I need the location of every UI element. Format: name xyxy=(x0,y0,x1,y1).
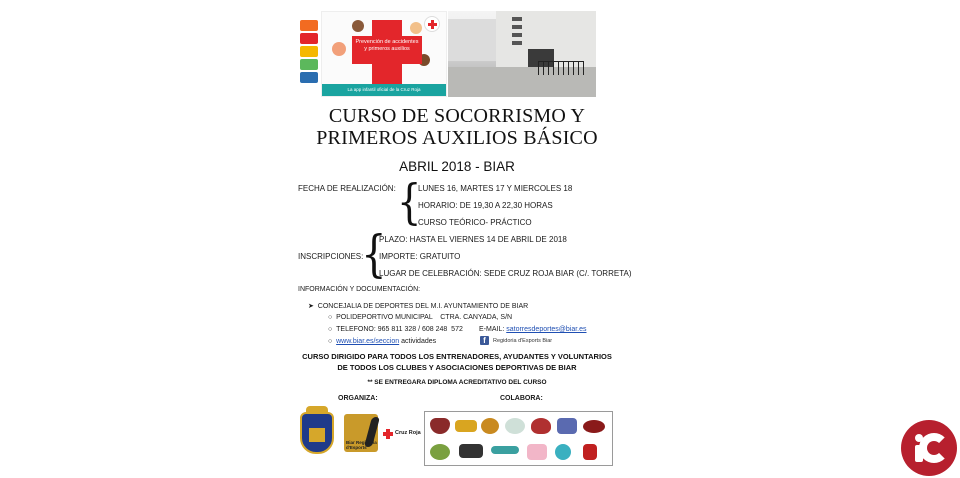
fecha-item: CURSO TEÓRICO- PRÁCTICO xyxy=(418,218,532,227)
fecha-item: HORARIO: DE 19,30 A 22,30 HORAS xyxy=(418,201,553,210)
brace-icon: { xyxy=(361,225,387,283)
notice-line1: CURSO DIRIGIDO PARA TODOS LOS ENTRENADORES, AYUDANTES Y VOLUNTARIOS xyxy=(302,352,612,361)
club-logo-icon xyxy=(527,444,547,460)
info-sub-bullet xyxy=(328,338,436,345)
organiza-label: ORGANIZA: xyxy=(338,395,378,402)
info-sub-bullet xyxy=(328,314,512,321)
diploma-notice: ** SE ENTREGARA DIPLOMA ACREDITATIVO DEL CURSO xyxy=(367,379,547,386)
site-logo-icon[interactable] xyxy=(901,420,957,476)
web-link[interactable]: www.biar.es/seccion xyxy=(336,338,400,345)
side-brand-strip xyxy=(300,20,320,94)
club-logo-icon xyxy=(430,418,450,434)
circle-bullet-icon: ○ xyxy=(328,338,337,345)
course-title-line2: PRIMEROS AUXILIOS BÁSICO xyxy=(316,127,598,149)
facebook-icon: f xyxy=(480,336,489,345)
web-suffix: actividades xyxy=(399,338,437,345)
facebook-label: Regidoria d'Esports Biar xyxy=(493,338,553,344)
ctb-logo-icon xyxy=(455,420,477,432)
fecha-item: LUNES 16, MARTES 17 Y MIERCOLES 18 xyxy=(418,184,573,193)
regidoria-esports-logo: Biar Regidoria d'Esports xyxy=(344,414,378,452)
course-date-location: ABRIL 2018 - BIAR xyxy=(399,159,515,174)
wasp-logo-icon xyxy=(481,418,499,434)
facebook-row[interactable] xyxy=(480,336,552,345)
red-cross-icon xyxy=(383,429,393,439)
email-row xyxy=(479,326,587,333)
biar-coat-of-arms-icon xyxy=(300,412,334,454)
club-logo-icon xyxy=(505,418,525,434)
arrow-bullet-icon: ➤ xyxy=(308,303,318,310)
club-logo-icon xyxy=(583,420,605,433)
colabora-label: COLABORA: xyxy=(500,395,543,402)
inscripciones-item: IMPORTE: GRATUITO xyxy=(379,252,461,261)
brace-icon: { xyxy=(397,174,422,230)
app-banner-footer: La app infantil oficial de la Cruz Roja xyxy=(322,84,446,96)
club-logo-icon xyxy=(491,446,519,454)
club-logo-icon xyxy=(459,444,483,458)
fecha-label: FECHA DE REALIZACIÓN: xyxy=(298,184,396,193)
club-logo-icon xyxy=(557,418,577,434)
email-link[interactable]: satorresdeportes@biar.es xyxy=(506,326,587,333)
club-logo-icon xyxy=(555,444,571,460)
inscripciones-item: LUGAR DE CELEBRACIÓN: SEDE CRUZ ROJA BIAR (C/. TORRETA) xyxy=(379,269,632,278)
email-label: E-MAIL: xyxy=(479,326,505,333)
club-logo-icon xyxy=(583,444,597,460)
polideportivo-text: POLIDEPORTIVO MUNICIPAL CTRA. CANYADA, S/N xyxy=(336,314,513,321)
telefono-text: TELEFONO: 965 811 328 / 608 248 572 xyxy=(336,326,463,333)
inscripciones-item: PLAZO: HASTA EL VIERNES 14 DE ABRIL DE 2018 xyxy=(379,235,567,244)
building-photo xyxy=(448,11,596,97)
cruz-roja-text: Cruz Roja xyxy=(395,430,421,436)
app-banner-headline: Prevención de accidentes y primeros auxilios xyxy=(355,39,419,52)
cruz-roja-logo-icon xyxy=(424,16,440,32)
collaborators-box xyxy=(424,411,613,466)
course-title-line1: CURSO DE SOCORRISMO Y xyxy=(328,105,586,127)
notice-line2: DE TODOS LOS CLUBES Y ASOCIACIONES DEPORTIVAS DE BIAR xyxy=(337,363,577,372)
inscripciones-label: INSCRIPCIONES: xyxy=(298,252,364,261)
club-logo-icon xyxy=(531,418,551,434)
concejalia-text: CONCEJALIA DE DEPORTES DEL M.I. AYUNTAMIENTO DE BIAR xyxy=(317,303,529,310)
app-banner-image xyxy=(321,11,447,97)
course-poster xyxy=(296,8,632,470)
info-label: INFORMACIÓN Y DOCUMENTACIÓN: xyxy=(298,286,421,293)
club-logo-icon xyxy=(430,444,450,460)
circle-bullet-icon: ○ xyxy=(328,326,337,333)
circle-bullet-icon: ○ xyxy=(328,314,337,321)
info-sub-bullet xyxy=(328,326,463,333)
organizers-logos xyxy=(300,410,421,458)
info-main-bullet xyxy=(308,302,528,310)
